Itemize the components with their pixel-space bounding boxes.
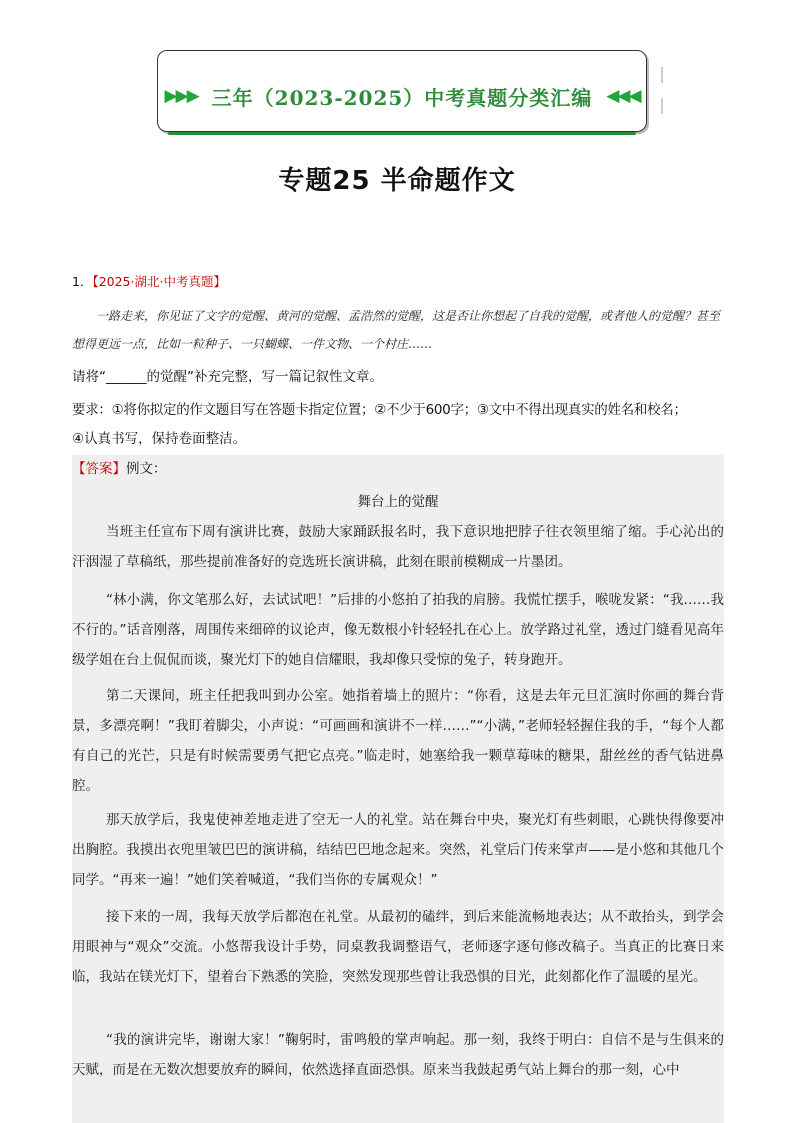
- essay-paragraph: 那天放学后，我鬼使神差地走进了空无一人的礼堂。站在舞台中央，聚光灯有些刺眼，心跳快得像要冲出胸腔。我摸出衣兜里皱巴巴的演讲稿，结结巴巴地念起来。突然，礼堂后门传来掌声——是小悠和其他几个同学。“再来一遍！”她们笑着喊道，“我们当你的专属观众！”: [72, 812, 724, 888]
- series-title: 三年（2023-2025）中考真题分类汇编: [211, 85, 593, 110]
- triple-arrow-left-icon: ◀◀◀: [606, 86, 640, 106]
- question-requirements: 要求：①将你拟定的作文题目写在答题卡指定位置；②不少于600字；③文中不得出现真实的姓名和校名；: [72, 402, 687, 418]
- title-banner: [157, 50, 647, 132]
- margin-mark: [661, 98, 663, 114]
- question-number: 1．: [72, 274, 93, 289]
- essay-title: 舞台上的觉醒: [357, 494, 439, 510]
- essay-paragraph: “林小满，你文笔那么好，去试试吧！”后排的小悠拍了拍我的肩膀。我慌忙摆手，喉咙发紧：“我……我不行的。”话音刚落，周围传来细碎的议论声，像无数根小针轻轻扎在心上。放学路过礼堂，透过门缝看见高年级学姐在台上侃侃而谈，聚光灯下的她自信耀眼，我却像只受惊的兔子，转身跑开。: [72, 592, 724, 668]
- triple-arrow-right-icon: ▶▶▶: [164, 86, 198, 106]
- essay-paragraph: 第二天课间，班主任把我叫到办公室。她指着墙上的照片：“你看，这是去年元旦汇演时你画的舞台背景，多漂亮啊！”我盯着脚尖，小声说：“可画画和演讲不一样……”“小满，”老师轻轻握住我的手，“每个人都有自己的光芒，只是有时候需要勇气把它点亮。”临走时，她塞给我一颗草莓味的糖果，甜丝丝的香气钻进鼻腔。: [72, 688, 724, 794]
- margin-mark: [661, 67, 663, 83]
- essay-paragraph: “我的演讲完毕，谢谢大家！”鞠躬时，雷鸣般的掌声响起。那一刻，我终于明白：自信不是与生俱来的天赋，而是在无数次想要放弃的瞬间，依然选择直面恐惧。原来当我鼓起勇气站上舞台的那一刻，心中: [72, 1032, 724, 1078]
- question-requirements-cont: ④认真书写，保持卷面整洁。: [72, 431, 247, 447]
- essay-paragraph: 接下来的一周，我每天放学后都泡在礼堂。从最初的磕绊，到后来能流畅地表达；从不敢抬头，到学会用眼神与“观众”交流。小悠帮我设计手势，同桌教我调整语气，老师逐字逐句修改稿子。当真正的比赛日来临，我站在镁光灯下，望着台下熟悉的笑脸，突然发现那些曾让我恐惧的目光，此刻都化作了温暖的星光。: [72, 909, 724, 985]
- page-title: 专题25 半命题作文: [278, 166, 516, 196]
- question-instruction: 请将“______的觉醒”补充完整，写一篇记叙性文章。: [72, 369, 383, 385]
- essay-paragraph: 当班主任宣布下周有演讲比赛，鼓励大家踊跃报名时，我下意识地把脖子往衣领里缩了缩。手心沁出的汗洇湿了草稿纸，那些提前准备好的竞选班长演讲稿，此刻在眼前模糊成一片墨团。: [72, 524, 724, 570]
- answer-label: 【答案】例文：: [72, 461, 167, 477]
- question-prompt: 一路走来，你见证了文字的觉醒、黄河的觉醒、孟浩然的觉醒，这是否让你想起了自我的觉醒，或者他人的觉醒？甚至想得更远一点，比如一粒种子、一只蝴蝶、一件文物、一个村庄……: [72, 309, 721, 351]
- banner-underline: [168, 132, 636, 135]
- question-source: 【2025·湖北·中考真题】: [92, 274, 226, 289]
- question-header: [72, 272, 226, 290]
